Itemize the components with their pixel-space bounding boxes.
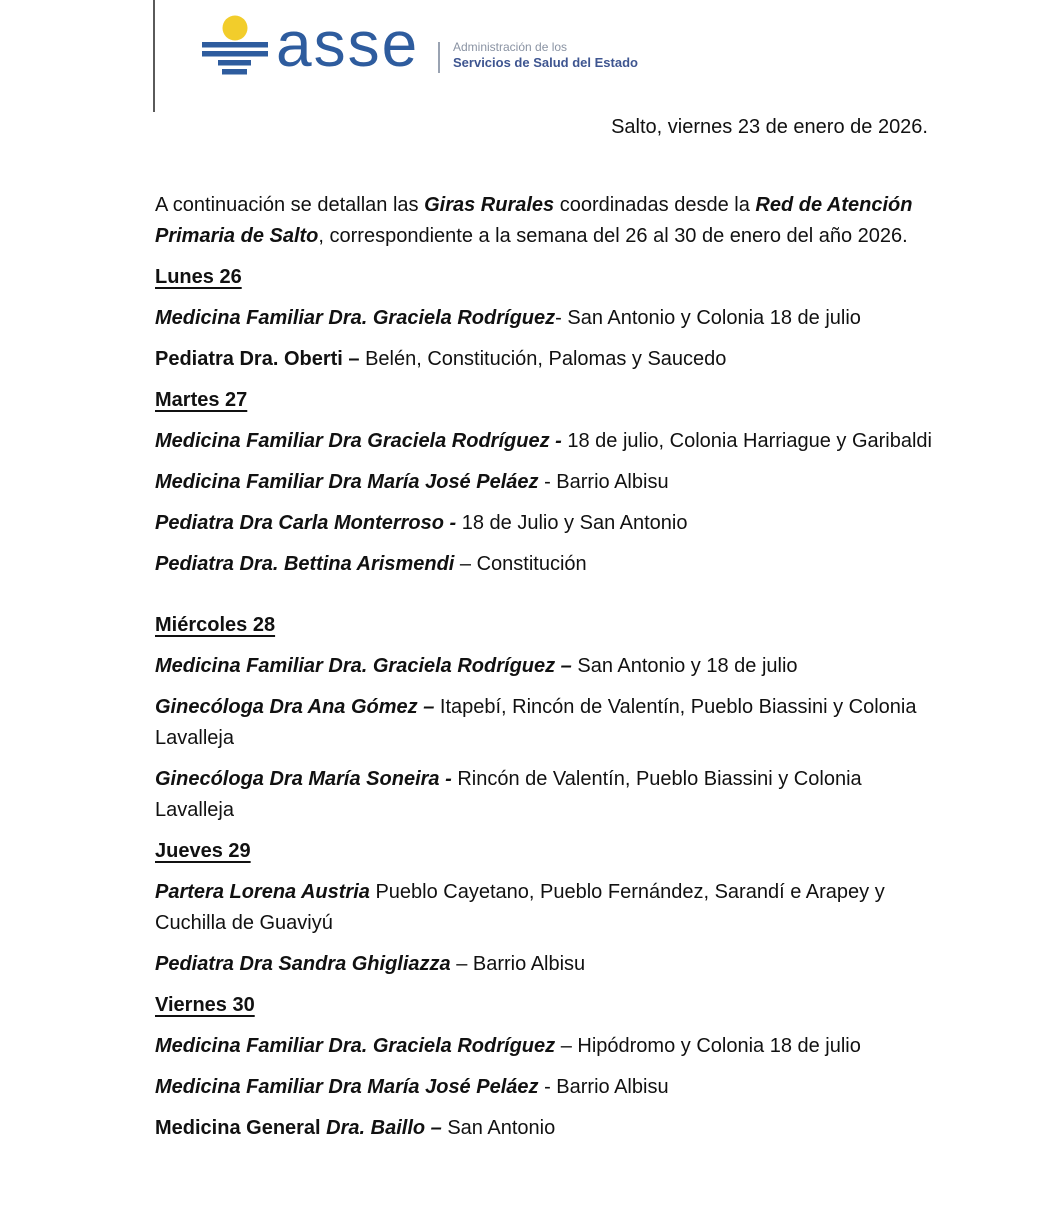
dateline: Salto, viernes 23 de enero de 2026. <box>611 116 928 138</box>
text-segment: Rincón de Valentín, Pueblo Biassini y Colonia Lavalleja <box>155 768 862 821</box>
schedule-entry <box>155 426 932 457</box>
text-segment: - Barrio Albisu <box>538 1076 669 1098</box>
schedule-entry <box>155 508 932 539</box>
schedule-entry <box>155 949 932 980</box>
day-heading <box>155 262 932 293</box>
org-name-line1: Administración de los <box>453 40 568 54</box>
text-segment: Medicina Familiar Dra. Graciela Rodríguez <box>155 307 556 329</box>
schedule-entry <box>155 1072 932 1103</box>
day-heading-text: Viernes 30 <box>155 994 255 1016</box>
schedule-entry <box>155 1031 932 1062</box>
text-segment: Medicina Familiar Dra. Graciela Rodríguez – <box>155 655 578 677</box>
asse-logo-wordmark: asse <box>276 8 420 80</box>
page-left-rule <box>153 0 155 112</box>
schedule-entry <box>155 467 932 498</box>
day-heading-text: Lunes 26 <box>155 266 242 288</box>
day-heading <box>155 836 932 867</box>
text-segment: Pediatra Dra. Oberti – <box>155 348 366 370</box>
schedule-entry <box>155 764 932 826</box>
day-heading <box>155 385 932 416</box>
schedule-entry <box>155 692 932 754</box>
text-segment: Giras Rurales <box>424 194 555 216</box>
text-segment: 18 de Julio y San Antonio <box>461 512 688 534</box>
text-segment: San Antonio <box>447 1117 556 1139</box>
schedule-entry <box>155 549 932 580</box>
text-segment: , correspondiente a la semana del 26 al 30 de enero del año 2026. <box>318 225 908 247</box>
text-segment: 18 de julio, Colonia Harriague y Garibaldi <box>567 430 932 452</box>
text-segment: San Antonio y 18 de julio <box>577 655 798 677</box>
text-segment: Red de Atención Primaria de Salto <box>155 194 913 247</box>
asse-logo-sun-icon <box>200 12 272 78</box>
schedule-days <box>155 262 932 1144</box>
text-segment: Medicina Familiar Dra María José Peláez <box>155 1076 539 1098</box>
schedule-entry <box>155 651 932 682</box>
text-segment: coordinadas desde la <box>554 194 756 216</box>
document-body <box>155 190 932 1154</box>
schedule-entry <box>155 344 932 375</box>
text-segment: - Barrio Albisu <box>538 471 669 493</box>
day-heading-text: Martes 27 <box>155 389 248 411</box>
text-segment: Medicina Familiar Dra Graciela Rodríguez - <box>155 430 568 452</box>
text-segment: Belén, Constitución, Palomas y Saucedo <box>365 348 727 370</box>
day-heading <box>155 610 932 641</box>
text-segment: Itapebí, Rincón de Valentín, Pueblo Biassini y Colonia Lavalleja <box>155 696 917 749</box>
schedule-entry <box>155 1113 932 1144</box>
text-segment: – Barrio Albisu <box>450 953 586 975</box>
day-heading <box>155 990 932 1021</box>
text-segment: Ginecóloga Dra María Soneira - <box>155 768 458 790</box>
sun-circle <box>223 16 248 41</box>
text-segment: Pediatra Dra. Bettina Arismendi <box>155 553 455 575</box>
text-segment: Medicina General <box>155 1117 327 1139</box>
text-segment: A continuación se detallan las <box>155 194 425 216</box>
text-segment: Pueblo Cayetano, Pueblo Fernández, Sarandí e Arapey y Cuchilla de Guaviyú <box>155 881 885 934</box>
text-segment: Partera Lorena Austria <box>155 881 370 903</box>
logo-separator <box>438 42 440 73</box>
text-segment: Pediatra Dra Sandra Ghigliazza <box>155 953 451 975</box>
intro-paragraph <box>155 190 932 252</box>
text-segment: Ginecóloga Dra Ana Gómez – <box>155 696 440 718</box>
text-segment: Dra. Baillo – <box>326 1117 448 1139</box>
org-name <box>453 40 638 70</box>
day-heading-text: Miércoles 28 <box>155 614 276 636</box>
day-heading-text: Jueves 29 <box>155 840 251 862</box>
schedule-entry <box>155 303 932 334</box>
text-segment: - San Antonio y Colonia 18 de julio <box>555 307 861 329</box>
org-name-line2: Servicios de Salud del Estado <box>453 55 638 70</box>
text-segment: Pediatra Dra Carla Monterroso - <box>155 512 462 534</box>
text-segment: – Hipódromo y Colonia 18 de julio <box>555 1035 861 1057</box>
text-segment: – Constitución <box>454 553 587 575</box>
schedule-entry <box>155 877 932 939</box>
text-segment: Medicina Familiar Dra. Graciela Rodríguez <box>155 1035 556 1057</box>
text-segment: Medicina Familiar Dra María José Peláez <box>155 471 539 493</box>
